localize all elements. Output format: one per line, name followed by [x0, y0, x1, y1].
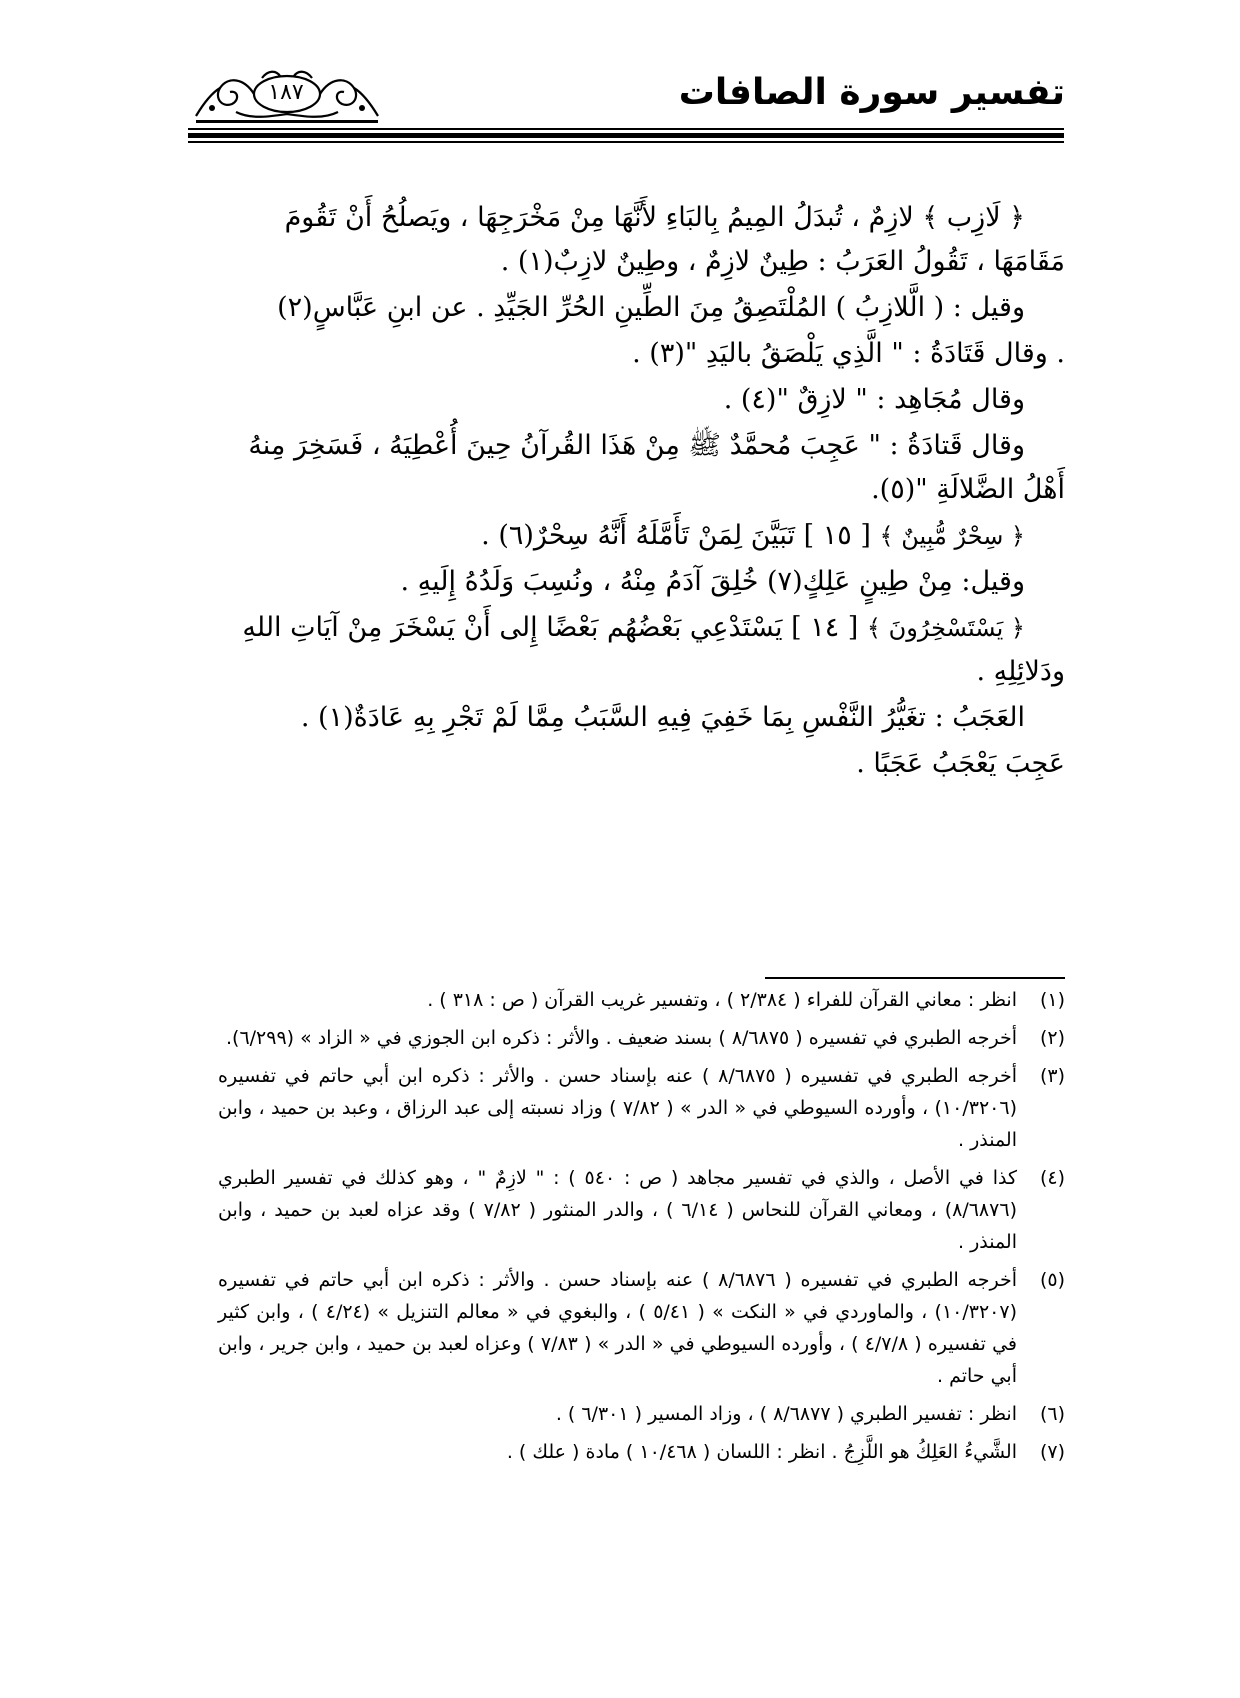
footnote-item — [218, 1264, 1065, 1392]
paragraph — [205, 606, 1065, 694]
footnote-text: كذا في الأصل ، والذي في تفسير مجاهد ( ص : ٥٤٠ ) : " لازِمٌ " ، وهو كذلك في تفسير الطبري (٨/٦٨٧٦) ، ومعاني القرآن للنحاس ( ٦/١٤ ) ، والدر المنثور ( ٧/٨٢ ) وقد عزاه لعبد بن حميد ، وابن المنذر . — [218, 1167, 1017, 1253]
page-number: ١٨٧ — [268, 80, 304, 105]
footnote-item — [218, 1022, 1065, 1054]
text-line: ودَلائِلِهِ . — [976, 656, 1065, 687]
footnote-number: (٧) — [1039, 1441, 1065, 1463]
text-line: أَهْلُ الضَّلالَةِ "(٥). — [871, 474, 1065, 505]
paragraph — [205, 196, 1065, 284]
quran-word: ﴿ سِحْرٌ مُّبِينٌ ﴾ — [879, 522, 1025, 550]
footnote-item — [218, 984, 1065, 1016]
footnote-number: (٢) — [1039, 1027, 1065, 1049]
footnote-text: الشَّيءُ العَلِكُ هو اللَّزِجُ . انظر : اللسان ( ١٠/٤٦٨ ) مادة ( علك ) . — [506, 1441, 1017, 1463]
footnote-item — [218, 1060, 1065, 1156]
header-rule — [188, 133, 1064, 138]
verse-number: [ ١٤ ] — [791, 612, 859, 643]
verse-number: [ ١٥ ] — [803, 520, 871, 551]
footnote-number: (٣) — [1039, 1065, 1065, 1087]
text-line: مَقَامَهَا ، تَقُولُ العَرَبُ : طِينٌ لازِمٌ ، وطِينٌ لازِبٌ(١) . — [500, 246, 1065, 277]
footnote-item — [218, 1398, 1065, 1430]
header-rule — [188, 128, 1064, 130]
paragraph: عَجِبَ يَعْجَبُ عَجَبًا . — [856, 748, 1065, 779]
footnote-separator — [765, 977, 1065, 979]
footnote-item — [218, 1436, 1065, 1468]
paragraph — [205, 514, 1025, 558]
paragraph: وقال مُجَاهِد : " لازِقٌ "(٤) . — [723, 384, 1025, 415]
text-line: وقال قَتادَةُ : " عَجِبَ مُحمَّدٌ ﷺ مِنْ هَذَا القُرآنُ حِينَ أُعْطِيَهُ ، فَسَخِرَ مِنهُ — [248, 430, 1025, 461]
footnote-text: انظر : معاني القرآن للفراء ( ٢/٣٨٤ ) ، وتفسير غريب القرآن ( ص : ٣١٨ ) . — [427, 989, 1017, 1011]
running-header-title: تفسير سورة الصافات — [678, 72, 1065, 113]
paragraph: وقيل: مِنْ طِينٍ عَلِكٍ(٧) خُلِقَ آدَمُ مِنْهُ ، ونُسِبَ وَلَدُهُ إِلَيهِ . — [400, 566, 1025, 597]
footnote-number: (٥) — [1039, 1269, 1065, 1291]
footnote-number: (٤) — [1039, 1167, 1065, 1189]
quran-word: ﴿ يَسْتَسْخِرُونَ ﴾ — [866, 614, 1025, 642]
footnote-text: أخرجه الطبري في تفسيره ( ٨/٦٨٧٥ ) بسند ضعيف . والأثر : ذكره ابن الجوزي في « الزاد » (٦/٢٩٩). — [225, 1027, 1017, 1049]
footnote-text: انظر : تفسير الطبري ( ٨/٦٨٧٧ ) ، وزاد المسير ( ٦/٣٠١ ) . — [555, 1403, 1017, 1425]
footnote-number: (١) — [1039, 989, 1065, 1011]
footnote-number: (٦) — [1039, 1403, 1065, 1425]
header-rule — [188, 141, 1064, 143]
text-line: يَسْتَدْعِي بَعْضُهُم بَعْضًا إِلى أَنْ يَسْخَرَ مِنْ آيَاتِ اللهِ — [242, 612, 783, 643]
text-line: تَبَيَّنَ لِمَنْ تَأَمَّلَهُ أَنَّهُ سِحْرٌ(٦) . — [481, 520, 796, 551]
paragraph: العَجَبُ : تغَيُّرُ النَّفْسِ بِمَا خَفِيَ فِيهِ السَّبَبُ مِمَّا لَمْ تَجْرِ بِهِ عَادَةٌ(١) . — [300, 702, 1025, 733]
paragraph — [205, 424, 1065, 512]
text-line: ﴿ لَازِب ﴾ لازِمٌ ، تُبدَلُ المِيمُ بِالبَاءِ لأَنَّهَا مِنْ مَخْرَجِهَا ، ويَصلُحُ أَنْ تَقُومَ — [284, 202, 1025, 233]
footnote-item — [218, 1162, 1065, 1258]
main-text — [205, 196, 1065, 788]
paragraph: . وقال قَتَادَةُ : " الَّذِي يَلْصَقُ باليَدِ "(٣) . — [632, 338, 1065, 369]
footnote-text: أخرجه الطبري في تفسيره ( ٨/٦٨٧٥ ) عنه بإسناد حسن . والأثر : ذكره ابن أبي حاتم في تفسيره (١٠/٣٢٠٦) ، وأورده السيوطي في « الدر » ( ٧/٨٢ ) وزاد نسبته إلى عبد الرزاق ، وعبد بن حميد ، وابن المنذر . — [218, 1065, 1017, 1151]
paragraph: وقيل : ( الَّلازِبُ ) المُلْتَصِقُ مِنَ الطِّينِ الحُرِّ الجَيِّدِ . عن ابنِ عَبَّاسٍ(٢) — [277, 292, 1025, 323]
footnote-text: أخرجه الطبري في تفسيره ( ٨/٦٨٧٦ ) عنه بإسناد حسن . والأثر : ذكره ابن أبي حاتم في تفسيره (١٠/٣٢٠٧) ، والماوردي في « النكت » ( ٥/٤١ ) ، والبغوي في « معالم التنزيل » (٤/٢٤ ) ، وابن كثير في تفسيره ( ٤/٧/٨ ) ، وأورده السيوطي في « الدر » ( ٧/٨٣ ) وعزاه لعبد بن حميد ، وابن جرير ، وابن أبي حاتم . — [218, 1269, 1018, 1387]
footnotes — [218, 984, 1065, 1474]
